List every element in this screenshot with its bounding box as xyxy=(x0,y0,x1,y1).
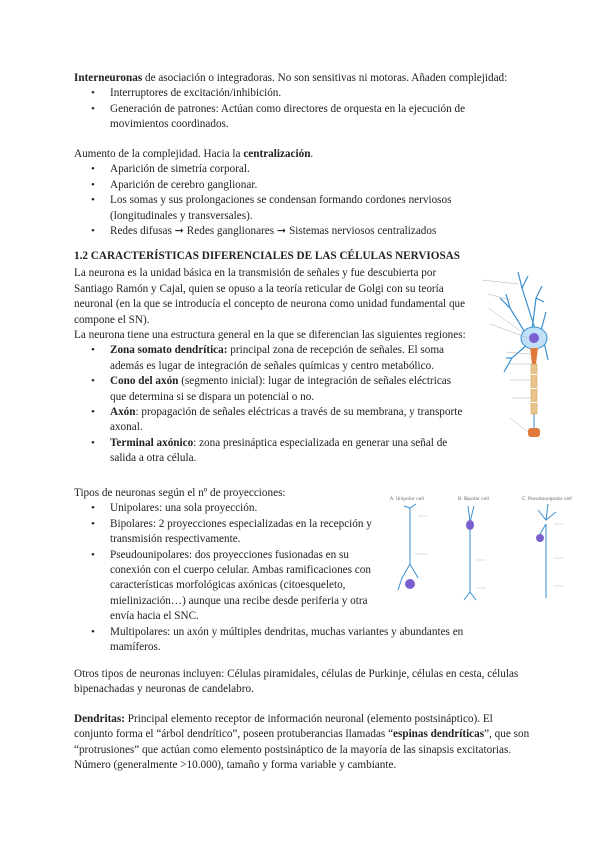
list-item: • Pseudounipolares: dos proyecciones fusionadas en su conexión con el cuerpo celular. Ambas ramificaciones con características morfológicas axónicas (citoesqueleto, mielinización…) aunque una recibe desde periferia y otra envía hacia el SNC. xyxy=(74,548,382,625)
regions-list xyxy=(74,343,466,466)
interneuronas-block xyxy=(74,71,534,133)
list-item: • Aparición de cerebro ganglionar. xyxy=(74,178,514,193)
interneuronas-paragraph: Interneuronas de asociación o integradoras. No son sensitivas ni motoras. Añaden complejidad: xyxy=(74,72,508,84)
unipolar-title: A. Unipolar cell xyxy=(390,497,424,502)
bipolar-title: B. Bipolar cell xyxy=(458,497,489,502)
dendritas-paragraph: Dendritas: Principal elemento receptor de información neuronal (elemento postsináptico). El conjunto forma el “árbol dendrítico”, poseen protuberancias llamadas “espinas dendríticas”, que son “protrusiones” que actúan como elemento postsináptico de la mayoría de las sinapsis excitatorias. Número (generalmente >10.000), tamaño y forma variable y cambiante. xyxy=(74,713,530,772)
list-item: • Cono del axón (segmento inicial): lugar de integración de señales eléctricas que determina si se dispara un potencial o no. xyxy=(74,374,466,405)
dendritas-term: Dendritas: xyxy=(74,713,125,725)
neuron-types-figure xyxy=(388,494,593,606)
dendritas-block xyxy=(74,712,534,774)
list-item: • Los somas y sus prolongaciones se condensan formando cordones nerviosos (longitudinales y transversales). xyxy=(74,193,500,224)
others-block xyxy=(74,667,524,698)
pseudounipolar-title: C. Pseudounipolar cell xyxy=(522,497,572,502)
types-list xyxy=(74,501,464,655)
others-paragraph: Otros tipos de neuronas incluyen: Células piramidales, células de Purkinje, células en cesta, células bipenachadas y neuronas de candelabro. xyxy=(74,668,519,696)
list-item: • Interruptores de excitación/inhibición. xyxy=(74,86,534,101)
list-item: • Redes difusas ➞ Redes ganglionares ➞ Sistemas nerviosos centralizados xyxy=(74,224,514,239)
complexity-list xyxy=(74,162,514,239)
types-paragraph: Tipos de neuronas según el nº de proyecciones: xyxy=(74,487,286,499)
list-item: • Unipolares: una sola proyección. xyxy=(74,501,382,516)
list-item: • Multipolares: un axón y múltiples dendritas, muchas variantes y abundantes en mamíferos. xyxy=(74,625,480,656)
centralization-term: centralización xyxy=(243,148,311,160)
interneuronas-term: Interneuronas xyxy=(74,72,143,84)
section-block xyxy=(74,249,466,467)
complexity-paragraph: Aumento de la complejidad. Hacia la centralización. xyxy=(74,148,314,160)
list-item: • Aparición de simetría corporal. xyxy=(74,162,514,177)
section-paragraph-1: La neurona es la unidad básica en la transmisión de señales y fue descubierta por Santiago Ramón y Cajal, quien se opuso a la teoría reticular de Golgi con su teoría neuronal (en la que se introducía el concepto de neurona como unidad fundamental que compone el SN). xyxy=(74,267,466,326)
complexity-block xyxy=(74,147,514,239)
list-item: • Zona somato dendrítica: principal zona de recepción de señales. El soma además es lugar de integración de señales químicas y centro metabólico. xyxy=(74,343,466,374)
interneuronas-list xyxy=(74,86,534,132)
list-item: • Bipolares: 2 proyecciones especializadas en la recepción y transmisión respectivamente. xyxy=(74,517,382,548)
list-item: • Terminal axónico: zona presináptica especializada en generar una señal de salida a otra célula. xyxy=(74,436,466,467)
list-item: • Axón: propagación de señales eléctricas a través de su membrana, y transporte axonal. xyxy=(74,405,466,436)
section-paragraph-2: La neurona tiene una estructura general en la que se diferencian las siguientes regiones: xyxy=(74,329,466,342)
neuron-structure-figure xyxy=(470,268,550,454)
section-heading: 1.2 CARACTERÍSTICAS DIFERENCIALES DE LAS CÉLULAS NERVIOSAS xyxy=(74,250,460,262)
espinas-term: espinas dendríticas xyxy=(393,728,485,741)
list-item: • Generación de patrones: Actúan como directores de orquesta en la ejecución de movimientos coordinados. xyxy=(74,102,490,133)
